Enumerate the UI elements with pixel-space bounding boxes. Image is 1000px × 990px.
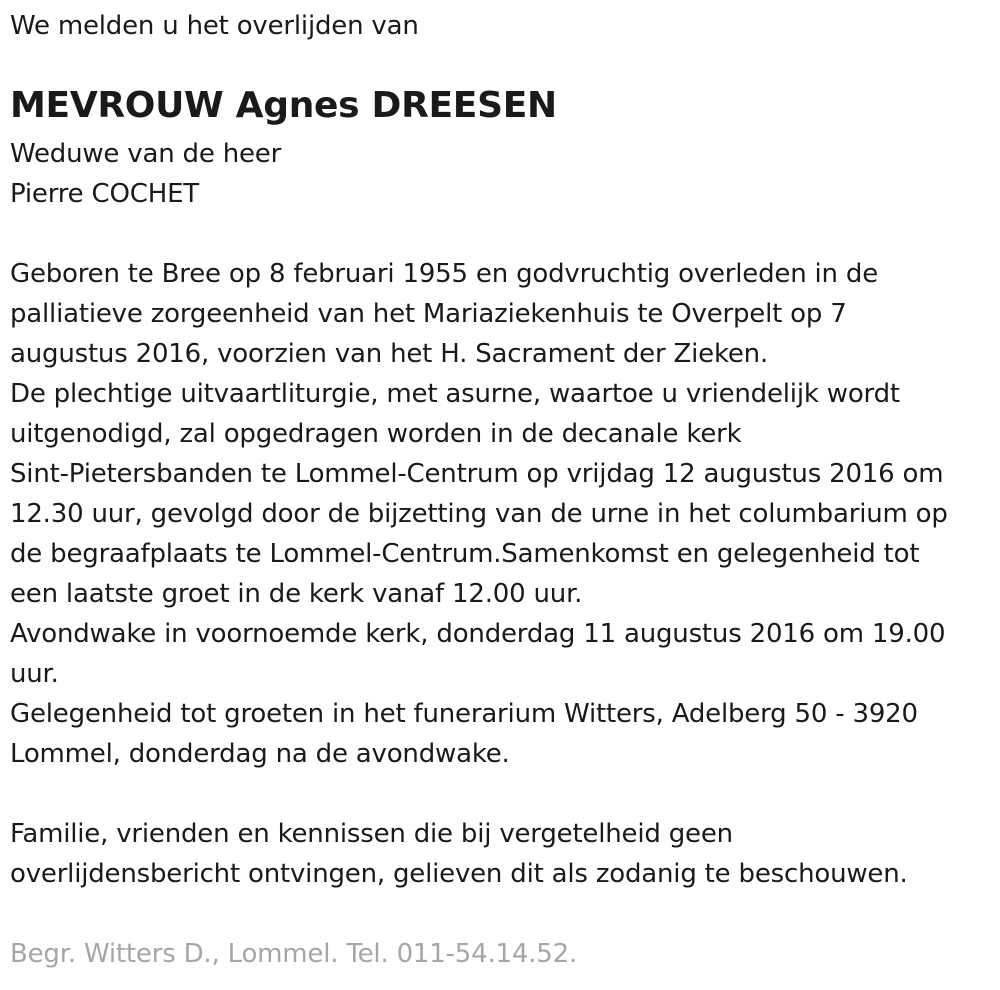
notice-body [10,254,948,774]
body-line: palliatieve zorgeenheid van het Mariaziekenhuis te Overpelt op 7 [10,299,847,329]
body-line: augustus 2016, voorzien van het H. Sacrament der Zieken. [10,339,769,369]
family-line: Familie, vrienden en kennissen die bij vergetelheid geen [10,819,733,849]
intro-text: We melden u het overlijden van [10,11,419,41]
widow-line: Weduwe van de heer [10,139,282,169]
body-line: de begraafplaats te Lommel-Centrum.Samenkomst en gelegenheid tot [10,539,920,569]
body-line: een laatste groet in de kerk vanaf 12.00 uur. [10,579,583,609]
family-notice [10,814,908,894]
body-line: 12.30 uur, gevolgd door de bijzetting van de urne in het columbarium op [10,499,948,529]
body-line: De plechtige uitvaartliturgie, met asurne, waartoe u vriendelijk wordt [10,379,900,409]
widow-line: Pierre COCHET [10,179,199,209]
body-line: uur. [10,659,59,689]
body-line: Gelegenheid tot groeten in het funerarium Witters, Adelberg 50 - 3920 [10,699,918,729]
body-line: Avondwake in voornoemde kerk, donderdag 11 augustus 2016 om 19.00 [10,619,946,649]
body-line: Sint-Pietersbanden te Lommel-Centrum op vrijdag 12 augustus 2016 om [10,459,944,489]
widow-of-block [10,134,281,214]
body-line: Geboren te Bree op 8 februari 1955 en godvruchtig overleden in de [10,259,879,289]
deceased-name: MEVROUW Agnes DREESEN [10,85,557,126]
body-line: uitgenodigd, zal opgedragen worden in de decanale kerk [10,419,742,449]
family-line: overlijdensbericht ontvingen, gelieven dit als zodanig te beschouwen. [10,859,908,889]
body-line: Lommel, donderdag na de avondwake. [10,739,510,769]
funeral-director-footer: Begr. Witters D., Lommel. Tel. 011-54.14.52. [10,939,578,969]
